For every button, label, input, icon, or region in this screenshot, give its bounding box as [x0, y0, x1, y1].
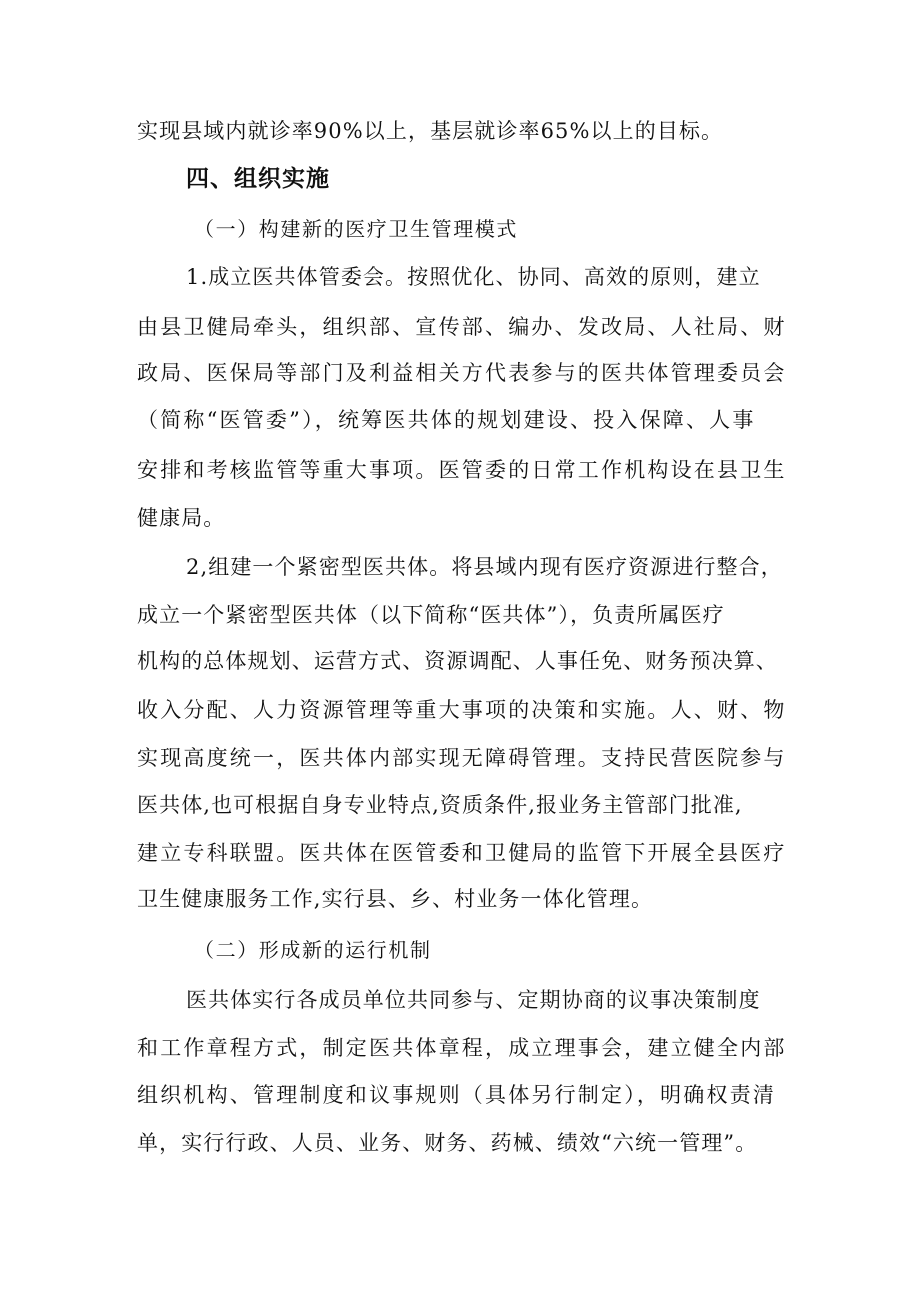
paragraph-line: 机构的总体规划、运营方式、资源调配、人事任免、财务预决算、: [137, 649, 778, 673]
paragraph-line: 收入分配、人力资源管理等重大事项的决策和实施。人、财、物: [137, 698, 787, 722]
section-heading: 四、组织实施: [186, 165, 330, 192]
paragraph-line: 建立专科联盟。医共体在医管委和卫健局的监管下开展全县医疗: [137, 841, 787, 865]
paragraph-line: 2,组建一个紧密型医共体。将县域内现有医疗资源进行整合，: [186, 555, 783, 579]
paragraph-line: 单，实行行政、人员、业务、财务、药械、绩效“六统一管理”。: [137, 1131, 758, 1155]
paragraph-line: 和工作章程方式，制定医共体章程，成立理事会，建立健全内部: [137, 1036, 787, 1060]
paragraph-line: 实现高度统一，医共体内部实现无障碍管理。支持民营医院参与: [137, 746, 787, 770]
paragraph-line: 安排和考核监管等重大事项。医管委的日常工作机构设在县卫生: [137, 458, 787, 482]
body-text-line: 实现县域内就诊率90%以上，基层就诊率65%以上的目标。: [137, 119, 724, 143]
paragraph-line: 1.成立医共体管委会。按照优化、协同、高效的原则，建立: [186, 265, 761, 289]
paragraph-line: 卫生健康服务工作,实行县、乡、村业务一体化管理。: [137, 887, 654, 911]
subsection-heading: （二）形成新的运行机制: [194, 938, 432, 962]
paragraph-line: 健康局。: [137, 506, 226, 530]
paragraph-line: 医共体,也可根据自身专业特点,资质条件,报业务主管部门批准,: [137, 793, 743, 817]
paragraph-line: 由县卫健局牵头，组织部、宣传部、编办、发改局、人社局、财: [137, 315, 787, 339]
paragraph-line: 政局、医保局等部门及利益相关方代表参与的医共体管理委员会: [137, 361, 787, 385]
paragraph-line: 成立一个紧密型医共体（以下简称“医共体”），负责所属医疗: [137, 603, 725, 627]
paragraph-line: （简称“医管委”），统筹医共体的规划建设、投入保障、人事: [137, 408, 756, 432]
paragraph-line: 医共体实行各成员单位共同参与、定期协商的议事决策制度: [186, 988, 761, 1012]
paragraph-line: 组织机构、管理制度和议事规则（具体另行制定），明确权责清: [137, 1083, 777, 1107]
subsection-heading: （一）构建新的医疗卫生管理模式: [194, 217, 518, 241]
